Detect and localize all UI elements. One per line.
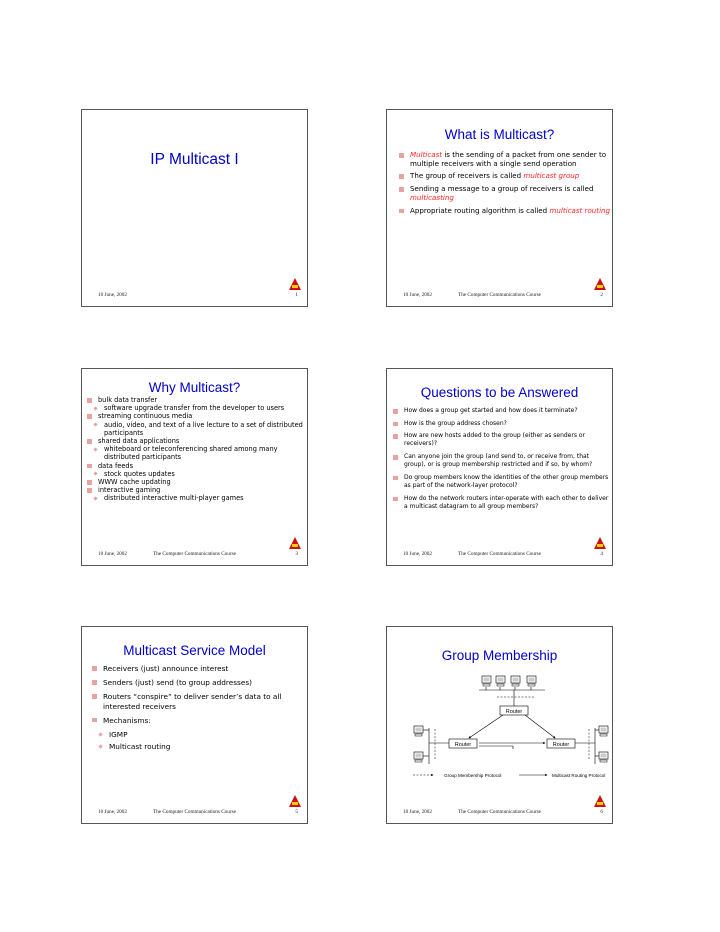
- slide-footer: [82, 809, 307, 817]
- list-item: Can anyone join the group (and send to, or receive from, that group), or is group membership restricted and if so, by whom?: [393, 453, 609, 470]
- slide-1: [81, 109, 308, 307]
- list-item: Senders (just) send (to group addresses): [92, 678, 302, 687]
- legend-multicast-routing: Multicast Routing Protocol: [552, 773, 606, 778]
- list-item: Sending a message to a group of receivers is called multicasting: [399, 185, 611, 202]
- slide-5: [81, 626, 308, 824]
- slide-6: [386, 626, 613, 824]
- slide-title: Why Multicast?: [148, 380, 241, 395]
- list-item: data feeds: [87, 462, 305, 470]
- bullet-list: [87, 396, 305, 503]
- host-computer-icon: [414, 726, 423, 736]
- list-item: How are new hosts added to the group (either as senders or receivers)?: [393, 432, 609, 449]
- slide-number: 1: [295, 292, 298, 298]
- host-computer-icon: [414, 752, 423, 762]
- list-item: Multicast routing: [92, 742, 302, 751]
- host-computer-icon: [511, 676, 520, 686]
- list-item: shared data applications: [87, 437, 305, 445]
- host-computer-icon: [527, 676, 536, 686]
- list-item: software upgrade transfer from the developer to users: [87, 404, 305, 412]
- footer-date: 10 June, 2002: [98, 292, 127, 298]
- list-item: Routers “conspire” to deliver sender’s data to all interested receivers: [92, 692, 302, 710]
- slide-title: Group Membership: [441, 648, 558, 663]
- slide-2: [386, 109, 613, 307]
- slide-footer: [387, 292, 612, 300]
- list-item: How is the group address chosen?: [393, 420, 609, 428]
- slide-footer: [82, 292, 307, 300]
- slide-number: 2: [600, 292, 603, 298]
- course-logo-icon: [287, 535, 303, 551]
- slide-footer: [387, 809, 612, 817]
- list-item: IGMP: [92, 730, 302, 739]
- slide-footer: [82, 551, 307, 559]
- router-label: Router: [505, 709, 523, 715]
- course-logo-icon: [592, 535, 608, 551]
- host-computer-icon: [496, 676, 505, 686]
- slide-title: Questions to be Answered: [420, 385, 579, 400]
- list-item: stock quotes updates: [87, 470, 305, 478]
- list-item: Receivers (just) announce interest: [92, 664, 302, 673]
- router-label: Router: [552, 742, 570, 748]
- list-item: How does a group get started and how does it terminate?: [393, 407, 609, 415]
- list-item: Mechanisms:: [92, 716, 302, 725]
- list-item: Appropriate routing algorithm is called multicast routing: [399, 207, 611, 216]
- bullet-list: [393, 407, 609, 516]
- list-item: WWW cache updating: [87, 478, 305, 486]
- slide-title: Multicast Service Model: [123, 643, 266, 658]
- footer-date: 10 June, 2002: [98, 809, 127, 815]
- course-logo-icon: [287, 793, 303, 809]
- footer-date: 10 June, 2002: [403, 809, 432, 815]
- slide-number: 3: [295, 551, 298, 557]
- slide-number: 4: [600, 551, 603, 557]
- list-item: The group of receivers is called multicast group: [399, 172, 611, 181]
- list-item: audio, video, and text of a live lecture to a set of distributed participants: [87, 421, 305, 437]
- slide-title: IP Multicast I: [150, 151, 239, 168]
- footer-date: 10 June, 2002: [98, 551, 127, 557]
- list-item: interactive gaming: [87, 486, 305, 494]
- footer-course: The Computer Communications Course: [458, 809, 541, 815]
- list-item: bulk data transfer: [87, 396, 305, 404]
- list-item: streaming continuous media: [87, 412, 305, 420]
- legend-group-membership: Group Membership Protocol: [444, 773, 502, 778]
- list-item: How do the network routers inter-operate with each other to deliver a multicast datagram to all group members?: [393, 495, 609, 512]
- course-logo-icon: [592, 276, 608, 292]
- slide-4: [386, 368, 613, 566]
- bullet-list: [92, 664, 302, 754]
- footer-date: 10 June, 2002: [403, 292, 432, 298]
- footer-date: 10 June, 2002: [403, 551, 432, 557]
- list-item: Do group members know the identities of the other group members as part of the network-layer protocol?: [393, 474, 609, 491]
- footer-course: The Computer Communications Course: [458, 551, 541, 557]
- list-item: whiteboard or teleconferencing shared among many distributed participants: [87, 445, 305, 461]
- host-computer-icon: [599, 752, 608, 762]
- bullet-list: [399, 151, 611, 219]
- course-logo-icon: [592, 793, 608, 809]
- router-label: Router: [454, 742, 472, 748]
- slide-title: What is Multicast?: [444, 127, 555, 142]
- list-item: distributed interactive multi-player games: [87, 494, 305, 502]
- footer-course: The Computer Communications Course: [458, 292, 541, 298]
- group-membership-diagram: [387, 665, 614, 795]
- host-computer-icon: [599, 726, 608, 736]
- slide-number: 6: [600, 809, 603, 815]
- slide-footer: [387, 551, 612, 559]
- footer-course: The Computer Communications Course: [153, 809, 236, 815]
- host-computer-icon: [482, 676, 491, 686]
- slide-number: 5: [295, 809, 298, 815]
- slide-3: [81, 368, 308, 566]
- footer-course: The Computer Communications Course: [153, 551, 236, 557]
- list-item: Multicast is the sending of a packet from one sender to multiple receivers with a single send operation: [399, 151, 611, 168]
- course-logo-icon: [287, 276, 303, 292]
